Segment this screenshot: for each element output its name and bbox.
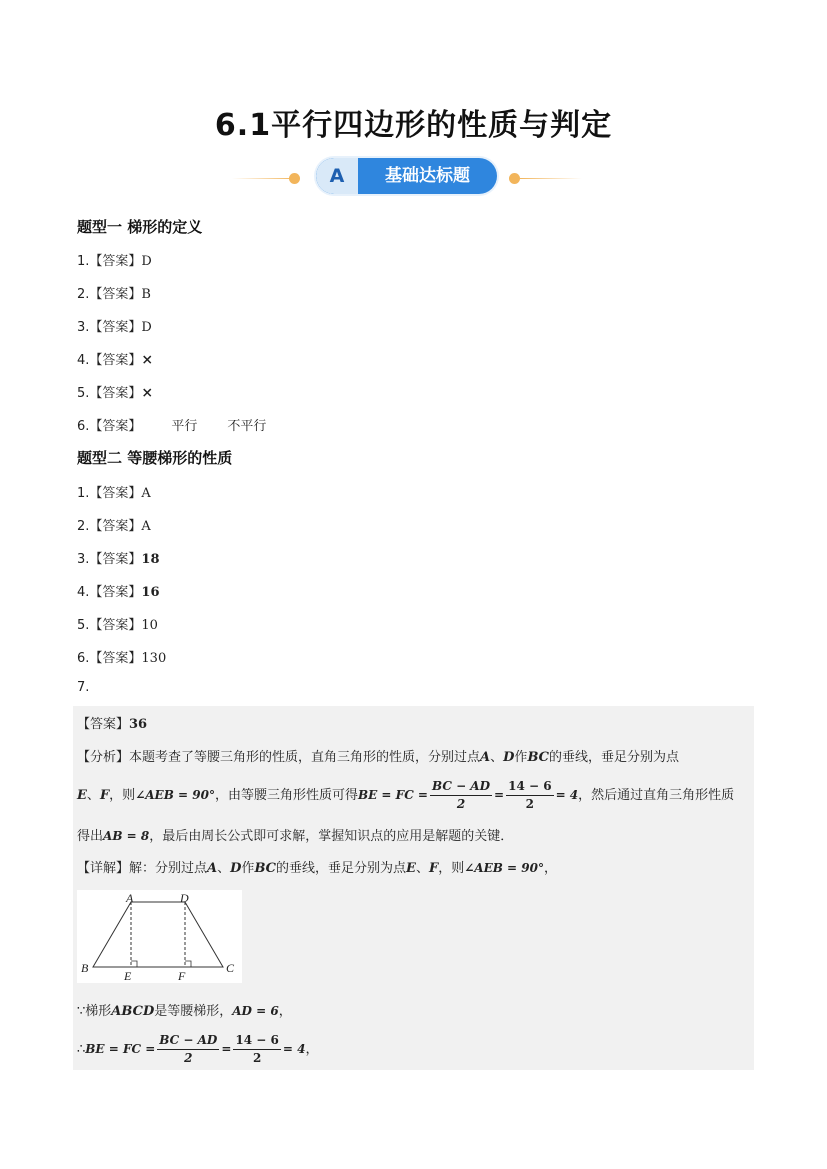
list-item: 4.【答案】× (77, 352, 154, 368)
label-a: A (126, 891, 134, 905)
fraction: $\frac{14 - 6}{2}$ (235, 1033, 279, 1065)
section-banner (0, 156, 827, 196)
section-heading-1: 题型一 梯形的定义 (77, 218, 203, 236)
right-angle-e (131, 961, 137, 967)
fraction: $\frac{14 - 6}{2}$ (508, 779, 552, 811)
label-f: F (178, 969, 186, 983)
label-b: B (81, 961, 89, 975)
banner-dot-right (509, 173, 520, 184)
step-line-1: ∵梯形ABCD是等腰梯形，AD = 6， (77, 1004, 292, 1019)
list-item: 2.【答案】B (77, 287, 151, 302)
answer-line: 【答案】36 (77, 717, 148, 732)
level-badge (316, 158, 497, 194)
banner-line-right (520, 178, 582, 179)
list-item: 6.【答案】 平行 不平行 (77, 419, 267, 434)
list-item: 1.【答案】A (77, 486, 151, 501)
list-item: 1.【答案】D (77, 254, 152, 269)
trapezoid-shape (93, 902, 223, 967)
section-heading-2: 题型二 等腰梯形的性质 (77, 449, 233, 467)
list-item: 6.【答案】130 (77, 651, 167, 666)
label-c: C (226, 961, 235, 975)
banner-dot-left (289, 173, 300, 184)
level-letter: A (316, 158, 358, 194)
right-angle-f (185, 961, 191, 967)
level-label: 基础达标题 (385, 166, 470, 186)
fraction: $\frac{BC - AD}{2}$ (159, 1033, 218, 1065)
analysis-line-2: E、F，则∠AEB = 90°，由等腰三角形性质可得BE = FC = $\frac{BC - AD}{2}$ = $\frac{14 - 6}{2}$ = 4，然后通过直角三角形性质 (77, 779, 735, 811)
label-d: D (180, 891, 189, 905)
list-item: 7. (77, 680, 90, 695)
fraction: $\frac{BC - AD}{2}$ (431, 779, 491, 811)
step-line-2: ∴BE = FC = $\frac{BC - AD}{2}$ = $\frac{14 - 6}{2}$ = 4， (77, 1033, 319, 1065)
detail-line-1: 【详解】解：分别过点A、D作BC的垂线，垂足分别为点E、F，则∠AEB = 90°， (77, 861, 557, 876)
analysis-line-1: 【分析】本题考查了等腰三角形的性质，直角三角形的性质，分别过点A、D作BC的垂线，垂足分别为点 (77, 750, 680, 765)
list-item: 2.【答案】A (77, 519, 151, 534)
list-item: 3.【答案】D (77, 320, 152, 335)
list-item: 4.【答案】16 (77, 585, 160, 600)
list-item: 5.【答案】10 (77, 618, 158, 633)
label-e: E (124, 969, 132, 983)
banner-line-left (232, 178, 294, 179)
trapezoid-figure (77, 890, 242, 983)
page-title: 6.1平行四边形的性质与判定 (214, 108, 613, 143)
list-item: 3.【答案】18 (77, 552, 160, 567)
list-item: 5.【答案】× (77, 385, 154, 401)
analysis-line-3: 得出AB = 8，最后由周长公式即可求解，掌握知识点的应用是解题的关键． (77, 829, 514, 844)
